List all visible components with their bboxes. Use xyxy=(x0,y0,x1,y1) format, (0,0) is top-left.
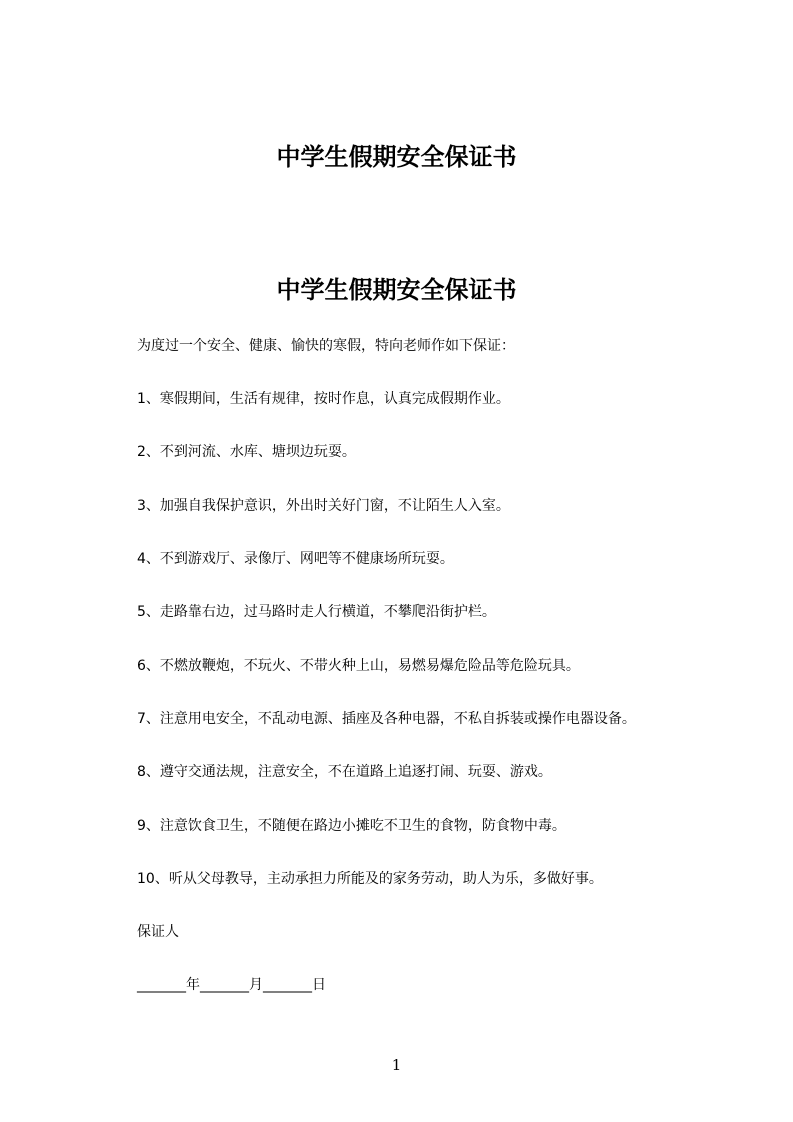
date-line: _______年_______月_______日 xyxy=(137,977,326,993)
pledge-item-9: 9、注意饮食卫生，不随便在路边小摊吃不卫生的食物，防食物中毒。 xyxy=(137,818,566,834)
pledge-item-2: 2、不到河流、水库、塘坝边玩耍。 xyxy=(137,444,356,460)
intro-paragraph: 为度过一个安全、健康、愉快的寒假，特向老师作如下保证： xyxy=(137,338,515,354)
signer-label: 保证人 xyxy=(137,924,179,940)
document-title: 中学生假期安全保证书 xyxy=(276,276,517,304)
pledge-item-7: 7、注意用电安全，不乱动电源、插座及各种电器，不私自拆装或操作电器设备。 xyxy=(137,711,636,727)
pledge-item-10: 10、听从父母教导，主动承担力所能及的家务劳动，助人为乐，多做好事。 xyxy=(137,871,603,887)
pledge-item-8: 8、遵守交通法规，注意安全，不在道路上追逐打闹、玩耍、游戏。 xyxy=(137,764,552,780)
pledge-item-6: 6、不燃放鞭炮，不玩火、不带火种上山，易燃易爆危险品等危险玩具。 xyxy=(137,658,580,674)
page-number: 1 xyxy=(391,1056,402,1074)
cover-title: 中学生假期安全保证书 xyxy=(276,143,517,171)
pledge-item-4: 4、不到游戏厅、录像厅、网吧等不健康场所玩耍。 xyxy=(137,551,454,567)
pledge-item-1: 1、寒假期间，生活有规律，按时作息，认真完成假期作业。 xyxy=(137,391,510,407)
pledge-item-3: 3、加强自我保护意识，外出时关好门窗，不让陌生人入室。 xyxy=(137,498,510,514)
pledge-item-5: 5、走路靠右边，过马路时走人行横道，不攀爬沿街护栏。 xyxy=(137,604,496,620)
